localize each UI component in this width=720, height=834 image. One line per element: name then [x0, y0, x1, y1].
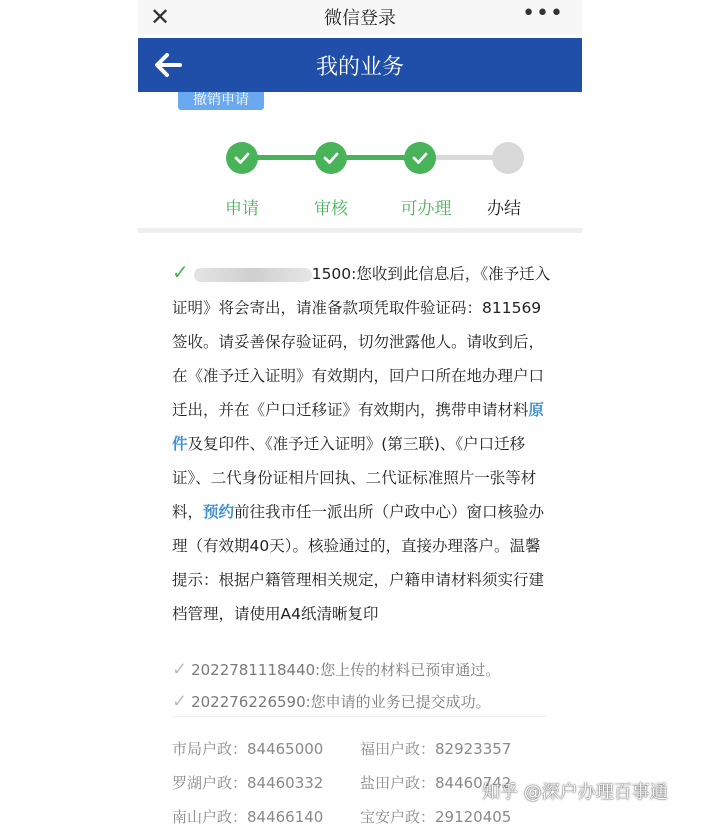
- step-label-processable: 可办理: [400, 199, 452, 219]
- page-title: 我的业务: [315, 54, 404, 80]
- close-icon[interactable]: ✕: [150, 3, 171, 31]
- status-message: [172, 255, 552, 631]
- contact-row: [172, 800, 572, 834]
- step-processable-check-icon: [404, 142, 436, 174]
- message-text-1: :您收到此信息后，《准予迁入证明》将会寄出，请准备款项凭取件验证码：811569签收。请妥善保存验证码，切勿泄露他人。请收到后，在《准予迁入证明》有效期内，回户口所在地办理户口迁出，并在《户口迁移证》有效期内，携带申请材料: [172, 265, 551, 419]
- step-complete-circle-icon: [492, 142, 524, 174]
- wechat-top-bar: [138, 0, 582, 34]
- step-apply-check-icon: [226, 142, 258, 174]
- section-divider: [138, 228, 582, 233]
- back-arrow-icon[interactable]: [152, 49, 184, 81]
- step-label-complete: 办结: [487, 199, 521, 219]
- check-icon: ✓: [172, 691, 188, 712]
- original-docs-link[interactable]: 原件: [172, 401, 545, 453]
- watermark: 知乎 @深户办理百事通: [482, 782, 668, 803]
- contact-item: 宝安户政：29120405: [360, 808, 512, 826]
- contact-item: 南山户政：84466140: [172, 808, 324, 826]
- history-item: ✓ 202276226590:您申请的业务已提交成功。: [172, 691, 491, 712]
- contact-item: 罗湖户政：84460332: [172, 774, 324, 792]
- history-item: ✓ 202278111844​0:您上传的材料已预审通过。: [172, 659, 501, 680]
- step-review-check-icon: [315, 142, 347, 174]
- step-label-apply: 申请: [225, 199, 259, 219]
- contact-item: 市局户政：84465000: [172, 740, 324, 758]
- contact-item: 盐田户政：84460742: [360, 774, 512, 792]
- appointment-link[interactable]: 预约: [203, 503, 235, 521]
- app-header: [138, 38, 582, 92]
- message-id-suffix: 1500: [311, 265, 352, 283]
- check-icon: ✓: [172, 659, 188, 680]
- contact-item: 福田户政：82923357: [360, 740, 512, 758]
- step-label-review: 审核: [314, 199, 348, 219]
- contacts-divider: [172, 716, 546, 717]
- revoke-application-button[interactable]: 撤销申请: [178, 92, 264, 110]
- more-options-icon[interactable]: •••: [522, 1, 564, 26]
- wechat-title: 微信登录: [324, 8, 396, 29]
- blurred-id: [194, 268, 312, 282]
- progress-steps: [138, 130, 582, 230]
- message-text-2: 及复印件、《准予迁入证明》(第三联)、《户口迁移证》、二代身份证相片回执、二代证标准照片一张等材料，: [172, 435, 537, 521]
- contact-row: [172, 732, 572, 766]
- check-icon: ✓: [172, 260, 189, 284]
- history-list: [172, 654, 552, 718]
- message-text-3: 前往我市任一派出所（户政中心）窗口核验办理（有效期40天）。核验通过的，直接办理落户。温馨提示：根据户籍管理相关规定，户籍申请材料须实行建档管理，请使用A4纸清晰复印: [172, 503, 545, 623]
